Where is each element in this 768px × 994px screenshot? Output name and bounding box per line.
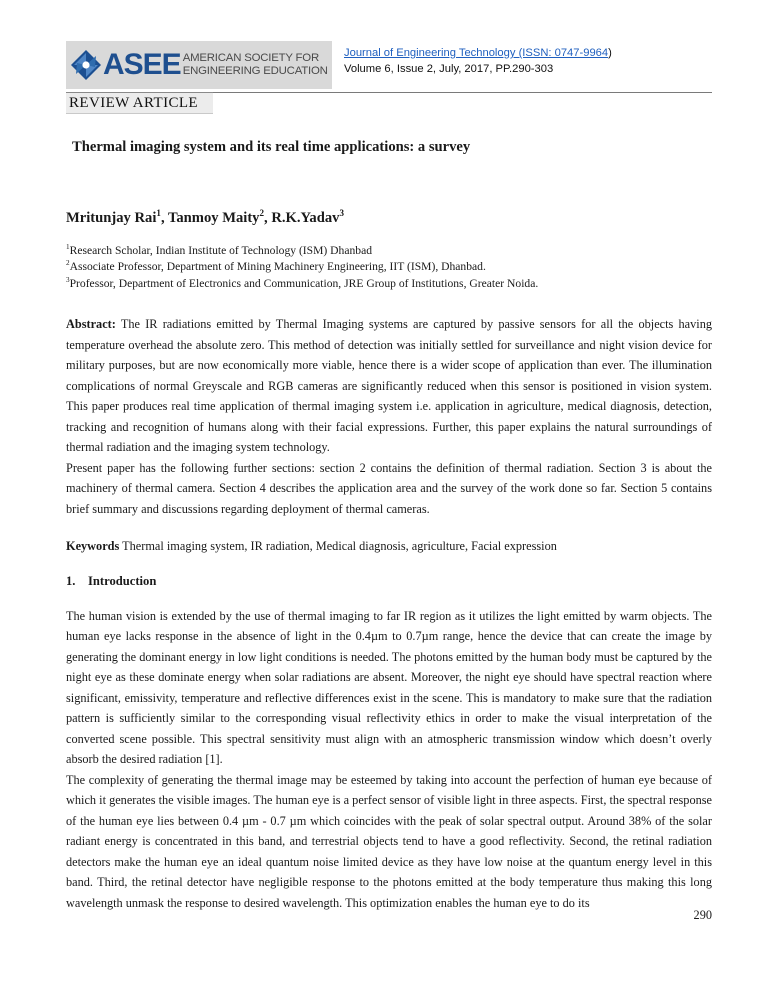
review-article-label: REVIEW ARTICLE: [69, 95, 198, 111]
affiliation-item: [66, 243, 712, 259]
intro-paragraph-2: The complexity of generating the thermal image may be esteemed by taking into account the perfection of human eye because of which it generates the visible images. The human eye is a perfect sensor of visible light in three aspects. First, the spectral response of the human eye lies between 0.4 µm - 0.7 µm which coincides with the peak of solar spectral output. Around 38% of the solar radiant energy is concentrated in this band, and terrestrial objects tend to have a good reflectivity. Second, the retinal radiation detectors make the human eye an ideal quantum noise limited device as they have low noise at the quantum energy level in this band. Third, the retinal detector have negligible response to the photons emitted at the body temperature thus making this long wavelength unmask the response to desired wavelength. This optimization enables the human eye to do its: [66, 772, 712, 910]
author-affil-marker: 2: [259, 208, 265, 219]
affiliation-text: Associate Professor, Department of Mining Machinery Engineering, IIT (ISM), Dhanbad.: [69, 260, 486, 274]
section-heading-introduction: [66, 557, 712, 589]
journal-title-link[interactable]: Journal of Engineering Technology (ISSN: 0747-9964: [344, 47, 609, 59]
affiliation-item: [66, 276, 712, 292]
abstract-paragraph: [66, 292, 712, 458]
author-entry: [271, 210, 344, 226]
affiliation-list: [66, 227, 712, 292]
article-content: [66, 132, 712, 913]
abstract-label: Abstract:: [66, 317, 116, 332]
abstract-text: The IR radiations emitted by Thermal Imaging systems are captured by passive sensors for all the objects having temperature overhead the absolute zero. This method of detection was initially settled for surveillance and night vision device for military purposes, but are now economically more viable, hence there is a wider scope of application than ever. The illumination complications of normal Greyscale and RGB cameras are significantly reduced when this sensor is positioned in vision system. This paper produces real time application of thermal imaging system i.e. application in agriculture, medical diagnosis, detection, tracking and recognition of humans along with their facial expressions. Further, this paper explains the natural surroundings of thermal radiation and the imaging system technology.: [66, 317, 712, 455]
author-separator: ,: [160, 210, 168, 226]
intro-paragraph-1: The human vision is extended by the use of thermal imaging to far IR region as it utilizes the light emitted by warm objects. The human eye lacks response in the absence of light in the 0.4µm to 0.7µm range, hence the device that can create the image by generating the dominant energy in low light conditions is needed. The photons emitted by the human body must be captured by the night eye as these dominate energy when solar radiations are absent. Moreover, the night eye should have spectral reaction where significant, emissivity, temperature and reflective differences exist in the scene. This is mandatory to make sure that the radiation pattern is sufficiently similar to the corresponding visual reflectivity ethics in order to make the visual interpretation of the converted scene possible. This spectral sensitivity must align with an atmospheric transmission window which doesn’t overly absorb the desired radiation [1].: [66, 608, 712, 767]
review-article-band: [66, 92, 712, 116]
author-name: Tanmoy Maity: [167, 210, 260, 226]
author-affil-marker: 3: [339, 208, 344, 219]
keywords-paragraph: [66, 519, 712, 557]
journal-info: [344, 45, 612, 77]
abstract-sections-paragraph: Present paper has the following further sections: section 2 contains the definition of thermal radiation. Section 3 is about the machinery of thermal camera. Section 4 describes the application area and the survey of the work done so far. Section 5 contains brief summary and discussions regarding deployment of thermal cameras.: [66, 460, 712, 516]
page-title: Thermal imaging system and its real time applications: a survey: [72, 139, 471, 155]
masthead: [66, 41, 712, 91]
header-divider-rule: [213, 92, 712, 93]
author-name: R.K.Yadav: [271, 210, 340, 226]
asee-acronym: ASEE: [103, 48, 181, 81]
affiliation-marker: 2: [66, 259, 70, 268]
review-article-box: [66, 92, 213, 114]
affiliation-marker: 3: [66, 275, 70, 284]
affiliation-text: Professor, Department of Electronics and Communication, JRE Group of Institutions, Greater Noida.: [69, 276, 539, 290]
asee-full-name: [183, 52, 328, 77]
affiliation-text: Research Scholar, Indian Institute of Technology (ISM) Dhanbad: [69, 244, 373, 257]
asee-pinwheel-icon: [70, 49, 102, 81]
author-separator: ,: [264, 210, 272, 226]
affiliation-item: [66, 259, 712, 275]
author-name: Mritunjay Rai: [66, 210, 157, 226]
author-entry: [168, 210, 271, 226]
section-title: Introduction: [88, 573, 157, 588]
journal-volume-line: Volume 6, Issue 2, July, 2017, PP.290-303: [344, 63, 554, 75]
keywords-text: Thermal imaging system, IR radiation, Medical diagnosis, agriculture, Facial expression: [119, 539, 557, 554]
journal-title-paren: ): [608, 47, 612, 59]
section-number: 1.: [66, 573, 76, 588]
author-list: [66, 156, 712, 227]
affiliation-marker: 1: [66, 243, 70, 252]
asee-name-line-2: ENGINEERING EDUCATION: [182, 65, 328, 77]
asee-logo: [66, 41, 332, 89]
author-affil-marker: 1: [156, 208, 161, 219]
keywords-label: Keywords: [66, 539, 120, 554]
asee-name-line-1: AMERICAN SOCIETY FOR: [182, 52, 319, 65]
page-number: 290: [693, 908, 712, 922]
author-entry: [66, 210, 168, 226]
